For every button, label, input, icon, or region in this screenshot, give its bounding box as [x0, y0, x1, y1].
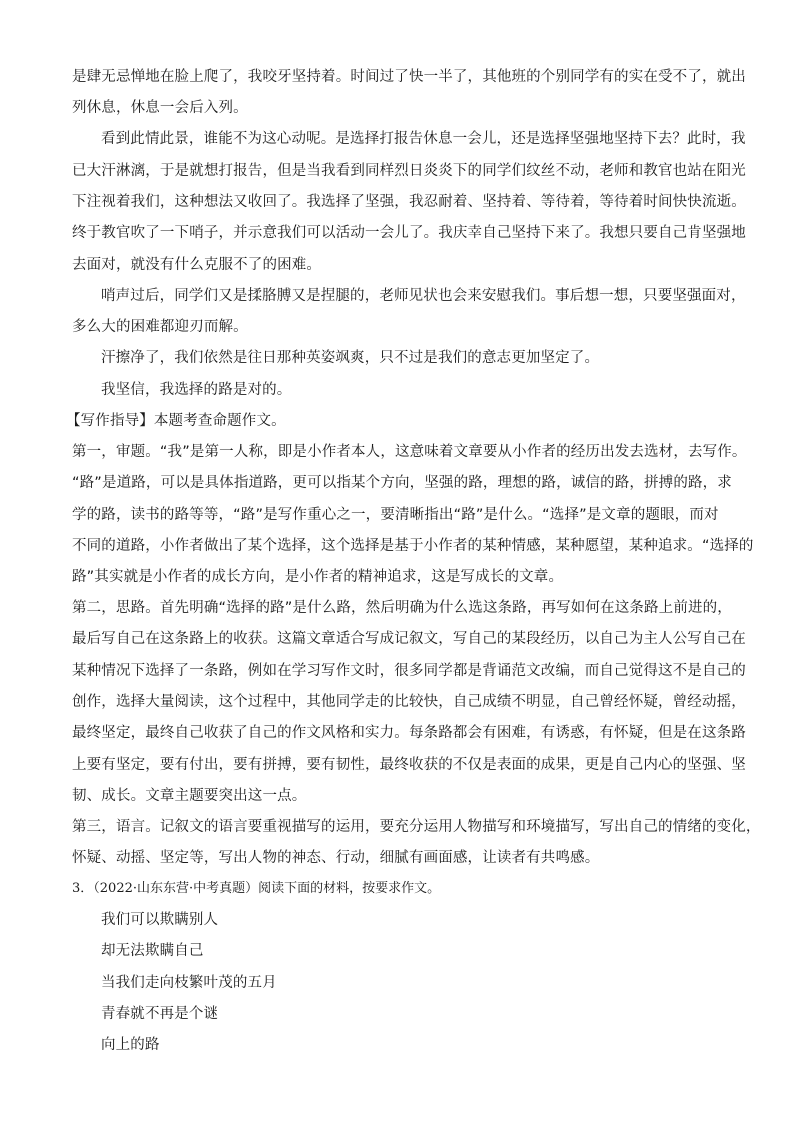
text-line: 学的路，读书的路等等，“路”是写作重心之一，要清晰指出“路”是什么。“选择”是文章的题眼，而对	[72, 507, 719, 523]
text-line: 哨声过后，同学们又是揉胳膊又是捏腿的，老师见状也会来安慰我们。事后想一想，只要坚强面对，	[101, 288, 746, 304]
material-line: 向上的路	[101, 1037, 160, 1053]
text-line: 第三，语言。记叙文的语言要重视描写的运用，要充分运用人物描写和环境描写，写出自己的情绪的变化，	[72, 819, 761, 835]
text-line: 终于教官吹了一下哨子，并示意我们可以活动一会儿了。我庆幸自己坚持下来了。我想只要自己肯坚强地	[72, 225, 746, 241]
material-line: 我们可以欺瞒别人	[101, 912, 219, 928]
text-line: 第一，审题。“我”是第一人称，即是小作者本人，这意味着文章要从小作者的经历出发去选材，去写作。	[72, 444, 747, 460]
text-line: 列休息，休息一会后入列。	[72, 100, 248, 116]
material-line: 青春就不再是个谜	[101, 1006, 219, 1022]
text-line: 我坚信，我选择的路是对的。	[101, 382, 292, 398]
text-line: 第二，思路。首先明确“选择的路”是什么路，然后明确为什么选这条路，再写如何在这条路上前进的，	[72, 600, 732, 616]
text-line: 是肆无忌惮地在脸上爬了，我咬牙坚持着。时间过了快一半了，其他班的个别同学有的实在受不了，就出	[72, 69, 746, 85]
text-line: 下注视着我们，这种想法又收回了。我选择了坚强，我忍耐着、坚持着、等待着，等待着时间快快流逝。	[72, 194, 746, 210]
text-line: 汗擦净了，我们依然是往日那种英姿飒爽，只不过是我们的意志更加坚定了。	[101, 350, 600, 366]
text-line: 去面对，就没有什么克服不了的困难。	[72, 257, 322, 273]
text-line: 路”其实就是小作者的成长方向，是小作者的精神追求，这是写成长的文章。	[72, 569, 564, 585]
writing-guide-heading: 【写作指导】本题考查命题作文。	[66, 413, 286, 429]
text-line: “路”是道路，可以是具体指道路，更可以指某个方向，坚强的路，理想的路，诚信的路，拼搏的路，求	[72, 475, 732, 491]
material-line: 却无法欺瞒自己	[101, 943, 204, 959]
question-3-heading: 3．（2022·山东东营·中考真题）阅读下面的材料，按要求作文。	[72, 881, 441, 896]
text-line: 多么大的困难都迎刃而解。	[72, 319, 248, 335]
text-line: 韧、成长。文章主题要突出这一点。	[72, 788, 307, 804]
text-line: 看到此情此景，谁能不为这心动呢。是选择打报告休息一会儿，还是选择坚强地坚持下去？此时，我	[101, 131, 746, 147]
text-line: 某种情况下选择了一条路，例如在学习写作文时，很多同学都是背诵范文改编，而自己觉得这不是自己的	[72, 663, 746, 679]
text-line: 创作，选择大量阅读，这个过程中，其他同学走的比较快，自己成绩不明显，自己曾经怀疑，曾经动摇，	[72, 694, 746, 710]
text-line: 已大汗淋漓，于是就想打报告，但是当我看到同样烈日炎炎下的同学们纹丝不动，老师和教官也站在阳光	[72, 163, 746, 179]
text-line: 最后写自己在这条路上的收获。这篇文章适合写成记叙文，写自己的某段经历，以自己为主人公写自己在	[72, 631, 746, 647]
text-line: 不同的道路，小作者做出了某个选择，这个选择是基于小作者的某种情感，某种愿望，某种追求。“选择的	[72, 538, 754, 554]
material-line: 当我们走向枝繁叶茂的五月	[101, 975, 277, 991]
text-line: 上要有坚定，要有付出，要有拼搏，要有韧性，最终收获的不仅是表面的成果，更是自己内心的坚强、坚	[72, 757, 746, 773]
text-line: 怀疑、动摇、坚定等，写出人物的神态、行动，细腻有画面感，让读者有共鸣感。	[72, 850, 600, 866]
text-line: 最终坚定，最终自己收获了自己的作文风格和实力。每条路都会有困难，有诱惑，有怀疑，但是在这条路	[72, 725, 746, 741]
